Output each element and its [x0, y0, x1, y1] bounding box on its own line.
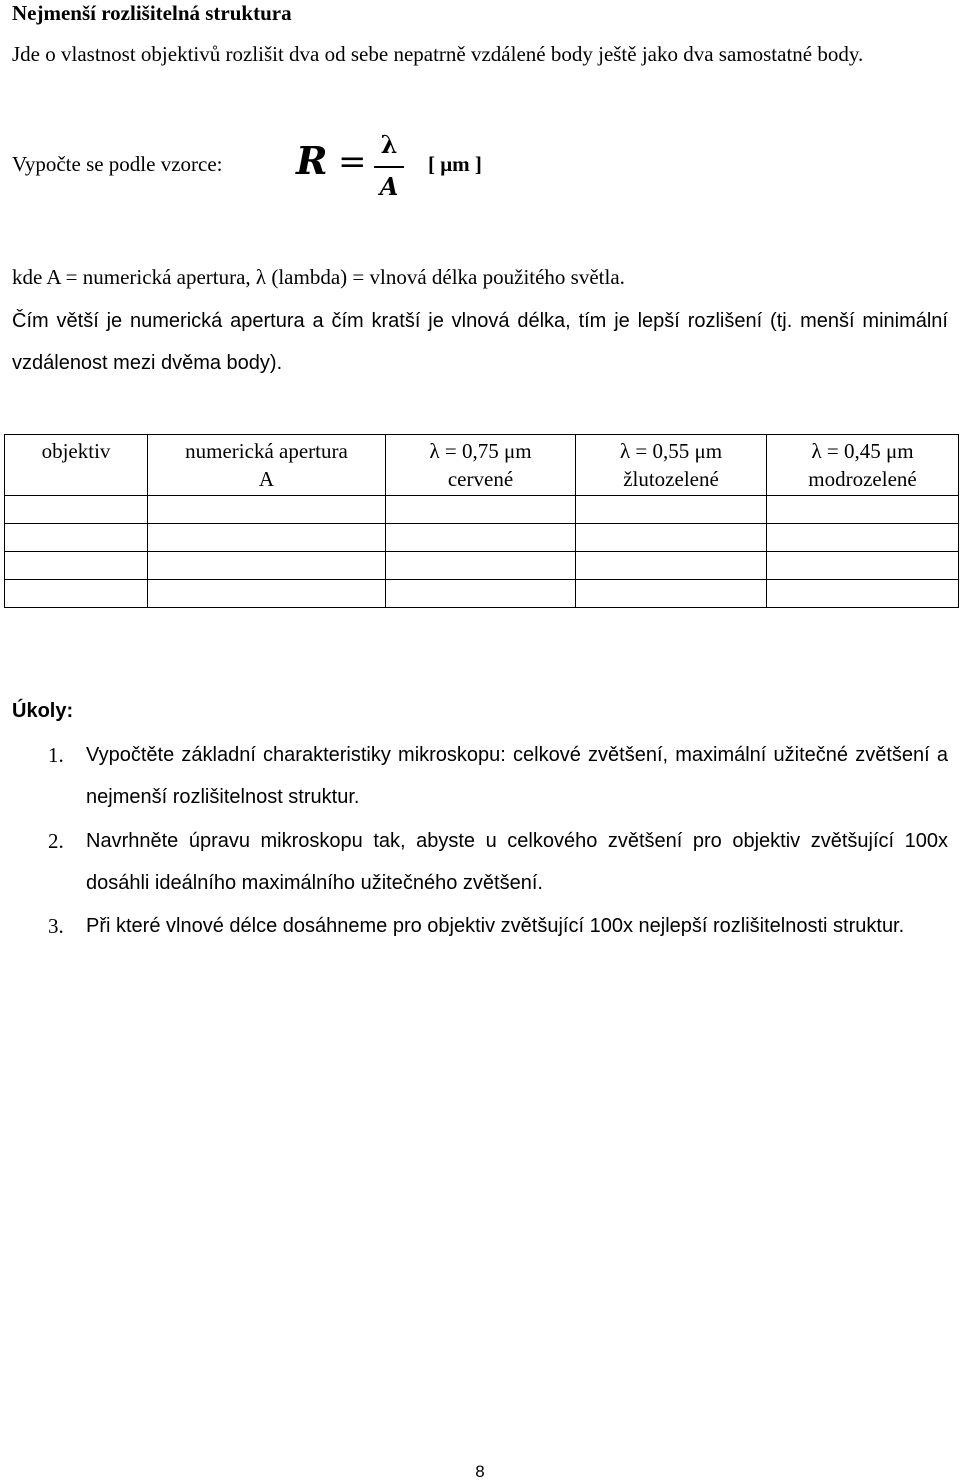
header-line: objektiv [41, 439, 111, 463]
page-number: 8 [475, 1462, 485, 1481]
header-line: λ = 0,45 μm [811, 439, 914, 463]
table-row [5, 496, 959, 524]
task-number: 3. [48, 914, 64, 938]
task-number: 1. [48, 743, 64, 767]
tasks-heading: Úkoly: [12, 700, 74, 722]
task-text: Při které vlnové délce dosáhneme pro objektiv zvětšující 100x nejlepší rozlišitelnosti struktur. [86, 915, 905, 937]
header-line: λ = 0,75 μm [429, 439, 532, 463]
table-cell[interactable] [386, 524, 576, 552]
definition-paragraph: kde A = numerická apertura, λ (lambda) = vlnová délka použitého světla. [12, 265, 625, 289]
table-cell[interactable] [5, 552, 148, 580]
task-item [12, 820, 948, 904]
formula-denominator: A [379, 172, 399, 201]
header-line: numerická apertura [185, 439, 348, 463]
header-cell-objective [5, 435, 148, 496]
header-cell-aperture [148, 435, 386, 496]
table-cell[interactable] [767, 524, 959, 552]
table-cell[interactable] [5, 496, 148, 524]
header-line: λ = 0,55 μm [619, 439, 723, 463]
formula-row [12, 130, 612, 210]
formula-equals: = [338, 142, 367, 182]
task-text: Navrhněte úpravu mikroskopu tak, abyste u celkového zvětšení pro objektiv zvětšující 100x dosáhli ideálního maximálního užitečného zvětšení. [86, 830, 948, 894]
table-cell[interactable] [767, 580, 959, 608]
table-row [5, 552, 959, 580]
table-cell[interactable] [576, 496, 767, 524]
resolution-table [4, 434, 959, 608]
table-row [5, 524, 959, 552]
table-cell[interactable] [767, 496, 959, 524]
table-cell[interactable] [386, 580, 576, 608]
header-line: žlutozelené [623, 467, 719, 491]
formula-unit: [ μm ] [428, 152, 482, 176]
explanation-paragraph: Čím větší je numerická apertura a čím kratší je vlnová délka, tím je lepší rozlišení (tj. menší minimální vzdálenost mezi dvěma body). [12, 310, 948, 374]
table-cell[interactable] [576, 580, 767, 608]
table-cell[interactable] [386, 496, 576, 524]
header-line: modrozelené [808, 467, 917, 491]
fraction-bar [374, 166, 404, 168]
table-cell[interactable] [5, 580, 148, 608]
table-cell[interactable] [386, 552, 576, 580]
table-cell[interactable] [576, 524, 767, 552]
table-cell[interactable] [148, 580, 386, 608]
formula-label: Vypočte se podle vzorce: [12, 152, 223, 176]
header-cell-red [386, 435, 576, 496]
formula-numerator: λ [380, 130, 398, 159]
table-cell[interactable] [576, 552, 767, 580]
table-header-row [5, 435, 959, 496]
task-number: 2. [48, 829, 64, 853]
task-item [12, 734, 948, 818]
formula-lhs: R [296, 138, 328, 183]
header-cell-yellowgreen [576, 435, 767, 496]
section-heading: Nejmenší rozlišitelná struktura [12, 1, 292, 25]
header-line: cervené [447, 467, 514, 491]
table-row [5, 580, 959, 608]
table-cell[interactable] [148, 496, 386, 524]
header-cell-bluegreen [767, 435, 959, 496]
table-cell[interactable] [5, 524, 148, 552]
table-cell[interactable] [148, 552, 386, 580]
header-line: A [258, 467, 275, 491]
table-cell[interactable] [767, 552, 959, 580]
task-text: Vypočtěte základní charakteristiky mikroskopu: celkové zvětšení, maximální užitečné zvětšení a nejmenší rozlišitelnost struktur. [86, 744, 948, 808]
task-item [12, 905, 948, 947]
intro-paragraph: Jde o vlastnost objektivů rozlišit dva od sebe nepatrně vzdálené body ještě jako dva samostatné body. [12, 42, 864, 66]
resolution-formula [296, 130, 436, 210]
table-cell[interactable] [148, 524, 386, 552]
